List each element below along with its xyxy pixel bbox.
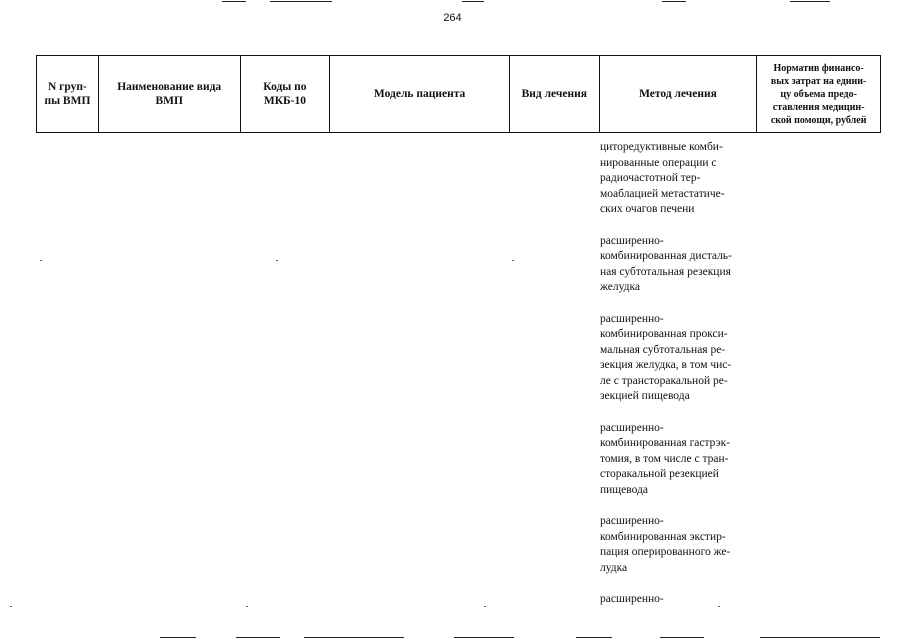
scan-rule xyxy=(454,637,514,638)
scan-rule xyxy=(790,1,830,2)
scan-speck xyxy=(40,260,42,261)
scan-speck xyxy=(484,606,486,607)
scan-rule xyxy=(662,1,686,2)
scan-rule xyxy=(760,637,880,638)
scan-speck xyxy=(10,606,12,607)
method-item: расширенно- комбинированная прокси- мальная субтотальная ре- зекция желудка, в том чис- ле с трансторакальной ре- зекцией пищевода xyxy=(600,312,732,402)
scan-speck xyxy=(246,606,248,607)
table-header xyxy=(36,55,881,133)
header-icd-codes: Коды по МКБ-10 xyxy=(241,56,331,132)
header-treatment-type: Вид лечения xyxy=(510,56,600,132)
scan-rule xyxy=(222,1,246,2)
scan-speck xyxy=(276,260,278,261)
page-number: 264 xyxy=(443,12,462,24)
scan-rule xyxy=(304,637,404,638)
header-group-number: N груп- пы ВМП xyxy=(37,56,99,132)
scan-rule xyxy=(160,637,196,638)
treatment-method-column xyxy=(600,140,758,624)
scan-rule xyxy=(270,1,332,2)
method-item: расширенно- комбинированная дисталь- ная субтотальная резекция желудка xyxy=(600,234,732,293)
method-item: расширенно- xyxy=(600,593,664,605)
header-patient-model: Модель пациента xyxy=(330,56,510,132)
header-vmp-type: Наименование вида ВМП xyxy=(99,56,241,132)
scan-rule xyxy=(576,637,612,638)
header-treatment-method: Метод лечения xyxy=(600,56,758,132)
method-item: расширенно- комбинированная гастрэк- томия, в том числе с тран- сторакальной резекцией пищевода xyxy=(600,421,731,496)
scan-rule xyxy=(236,637,280,638)
method-item: циторедуктивные комби- нированные операции с радиочастотной тер- моаблацией метастатиче- ских очагов печени xyxy=(600,141,725,215)
scan-speck xyxy=(512,260,514,261)
method-item: расширенно- комбинированная экстир- пация оперированного же- лудка xyxy=(600,515,731,574)
header-cost-standard: Норматив финансо- вых затрат на едини- цу объема предо- ставления медицин- ской помощи, рублей xyxy=(770,62,867,126)
scan-rule xyxy=(462,1,484,2)
scan-rule xyxy=(660,637,704,638)
